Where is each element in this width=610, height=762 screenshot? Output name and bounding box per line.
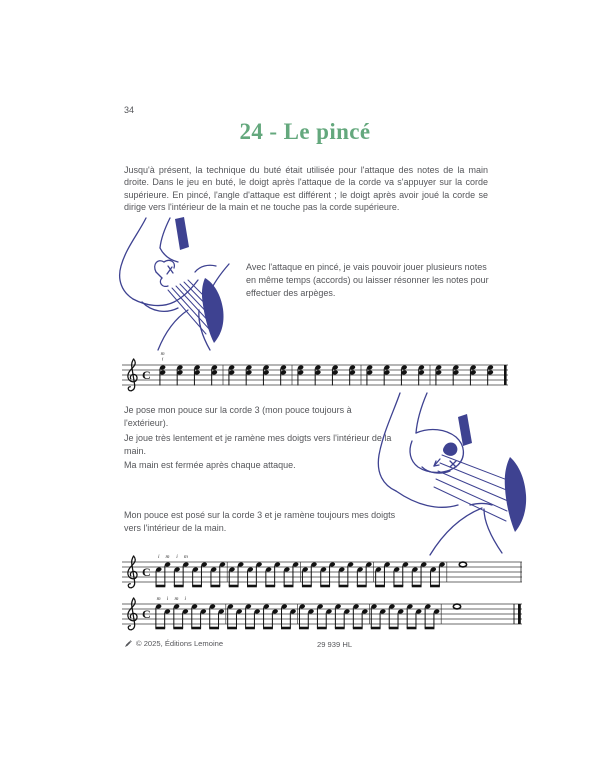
pen-icon: [124, 640, 132, 648]
pince-explanation-note: Avec l'attaque en pincé, je vais pouvoir jouer plusieurs notes en même temps (accords) ou laisser résonner les notes pour effectuer des arpèges.: [246, 262, 489, 298]
hand-pince-open-drawing: [112, 216, 244, 352]
music-staff-exercise-2: [122, 550, 522, 596]
svg-text:m: m: [160, 351, 165, 357]
instruction-thumb-position: Je pose mon pouce sur la corde 3 (mon pouce toujours à l'extérieur).: [124, 405, 352, 428]
svg-text:m: m: [156, 596, 161, 602]
svg-text:i: i: [161, 356, 164, 363]
svg-text:C: C: [142, 607, 151, 621]
music-staff-exercise-3: [122, 592, 522, 638]
svg-text:m: m: [165, 554, 170, 560]
plate-number: 29 939 HL: [317, 640, 353, 649]
copyright-text: © 2025, Éditions Lemoine: [136, 639, 224, 648]
intro-paragraph: Jusqu'à présent, la technique du buté était utilisée pour l'attaque des notes de la main droite. Dans le jeu en buté, le doigt après l'attaque de la corde va s'appuyer sur la corde supérieure. En pincé, l'angle d'attaque est différent ; le doigt après avoir joué la corde se dirige vers l'intérieur de la main et ne touche pas la corde supérieure.: [124, 165, 488, 213]
instruction-thumb-string-3: Mon pouce est posé sur la corde 3 et je ramène toujours mes doigts vers l'intérieur de la main.: [124, 510, 396, 533]
instruction-closed-hand: Ma main est fermée après chaque attaque.: [124, 460, 296, 470]
hand-illustration-1: [112, 216, 244, 352]
instruction-play-slowly: Je joue très lentement et je ramène mes doigts vers l'intérieur de la main.: [124, 433, 392, 456]
svg-text:i: i: [166, 596, 169, 602]
svg-text:C: C: [142, 368, 151, 382]
svg-text:m: m: [183, 554, 188, 560]
svg-text:i: i: [184, 596, 187, 602]
page-number: 34: [124, 105, 135, 115]
footer: [124, 639, 223, 648]
svg-text:i: i: [176, 554, 178, 560]
svg-text:i: i: [157, 554, 160, 560]
svg-text:m: m: [174, 596, 179, 602]
page-title: 24 - Le pincé: [239, 119, 371, 144]
svg-text:C: C: [142, 565, 151, 579]
